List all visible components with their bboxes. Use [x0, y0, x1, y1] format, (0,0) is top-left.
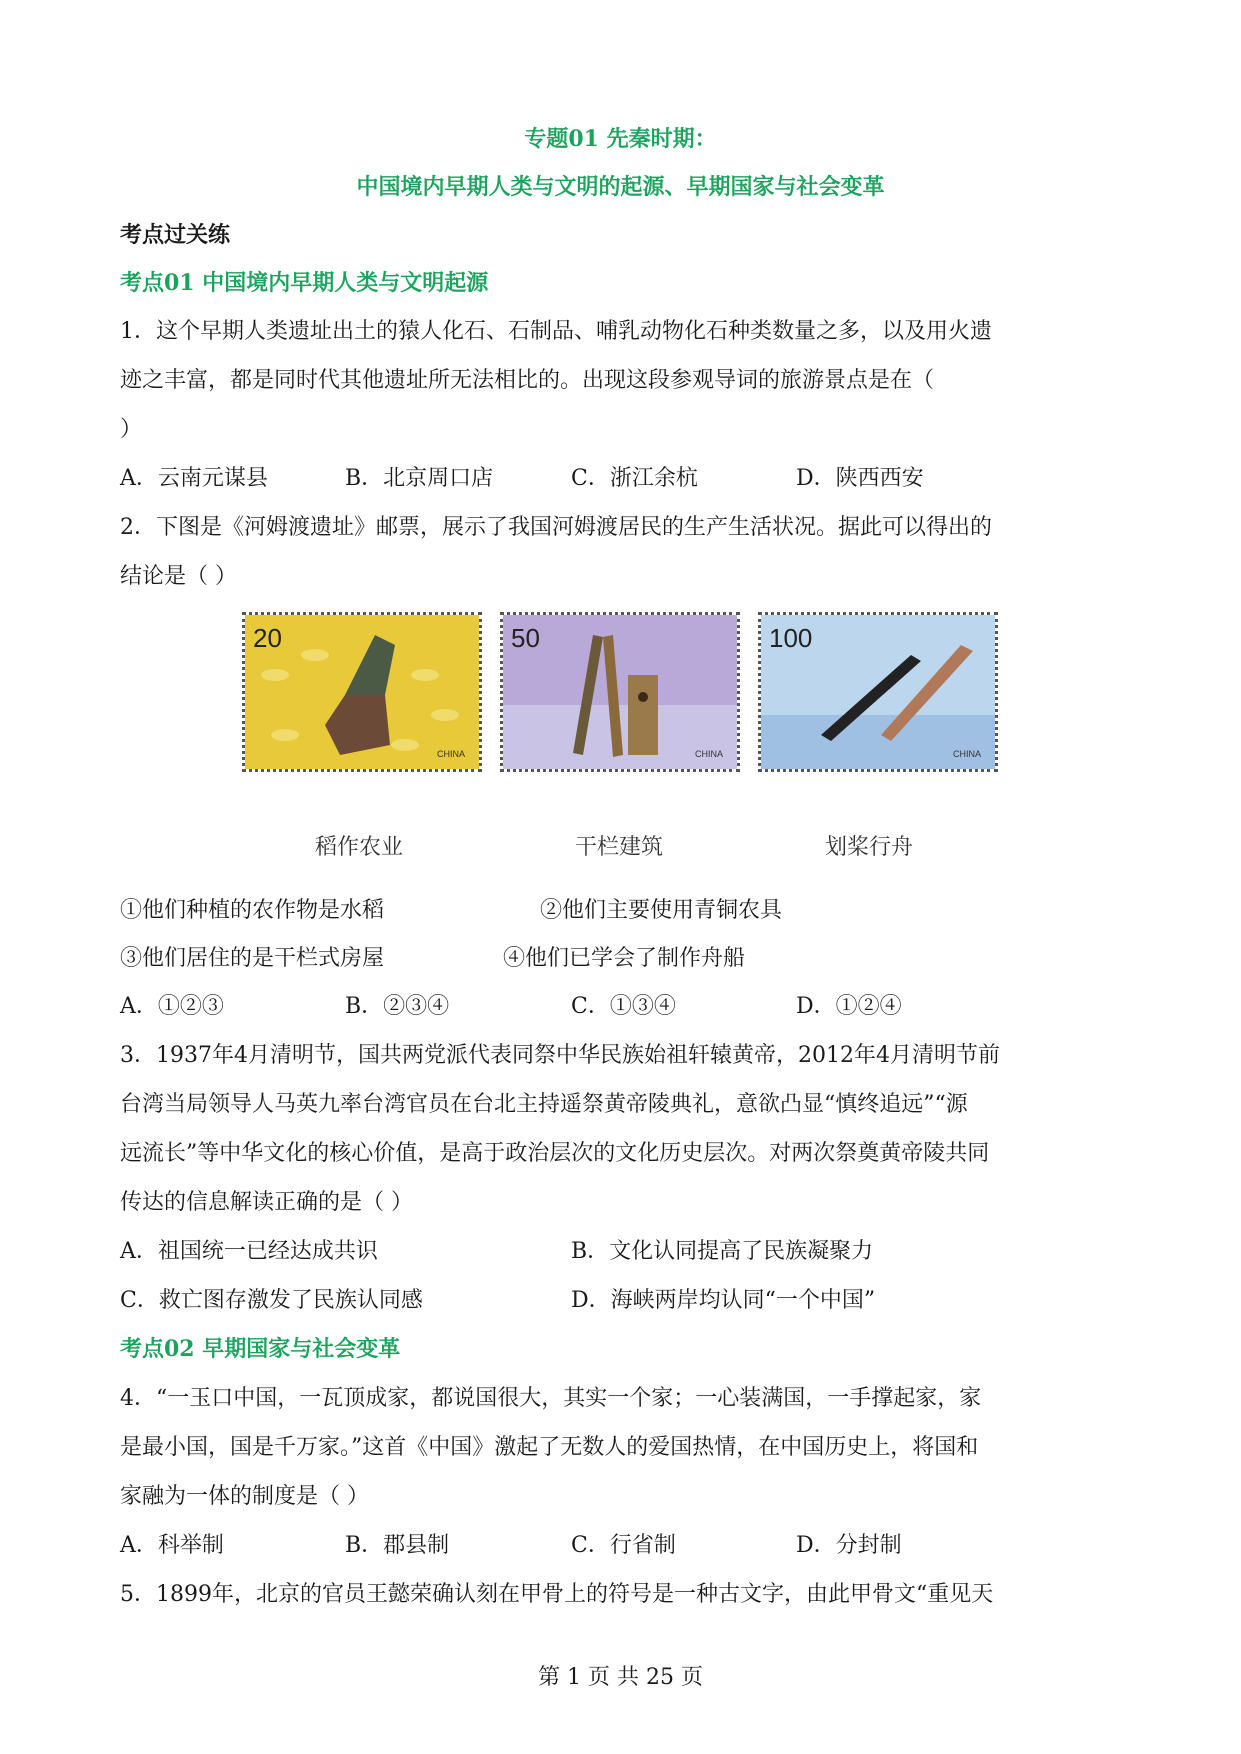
page-title-line1: 专题01 先秦时期：: [524, 126, 717, 152]
q2-statement-4: ④他们已学会了制作舟船: [503, 946, 746, 971]
q4-line1: 4．“一玉口中国，一瓦顶成家，都说国很大，其实一个家；一心装满国，一手撑起家，家: [120, 1386, 982, 1411]
stamp-china-mark: CHINA: [952, 749, 981, 759]
q4-line2: 是最小国，国是千万家。”这首《中国》激起了无数人的爱国热情，在中国历史上，将国和: [120, 1435, 979, 1460]
q4-line3: 家融为一体的制度是（ ）: [120, 1484, 369, 1509]
stamp-china-mark: CHINA: [436, 749, 465, 759]
q2-statement-1: ①他们种植的农作物是水稻: [120, 898, 385, 923]
stamp-stilt-house: [500, 612, 740, 772]
caption-stilt-house: 干栏建筑: [575, 835, 664, 860]
q3-line2: 台湾当局领导人马英九率台湾官员在台北主持遥祭黄帝陵典礼，意欲凸显“慎终追远”“源: [120, 1092, 968, 1117]
caption-paddle-boat: 划桨行舟: [825, 835, 914, 860]
q3-line4: 传达的信息解读正确的是（ ）: [120, 1190, 413, 1215]
q1-line1: 1．这个早期人类遗址出土的猿人化石、石制品、哺乳动物化石种类数量之多，以及用火遗: [120, 319, 993, 344]
q2-statement-3: ③他们居住的是干栏式房屋: [120, 946, 385, 971]
page-footer: 第 1 页 共 25 页: [538, 1665, 703, 1690]
q1-line2: 迹之丰富，都是同时代其他遗址所无法相比的。出现这段参观导词的旅游景点是在（: [120, 368, 935, 393]
q2-option-c: C．①③④: [571, 994, 676, 1019]
q4-option-b: B．郡县制: [345, 1533, 450, 1558]
q1-option-c: C．浙江余杭: [571, 466, 698, 491]
q5-line1: 5．1899年，北京的官员王懿荣确认刻在甲骨上的符号是一种古文字，由此甲骨文“重见天: [120, 1582, 994, 1607]
q4-option-c: C．行省制: [571, 1533, 676, 1558]
q3-line1: 3．1937年4月清明节，国共两党派代表同祭中华民族始祖轩辕黄帝，2012年4月清明节前: [120, 1043, 1000, 1068]
q1-option-b: B．北京周口店: [345, 466, 494, 491]
q1-option-d: D．陕西西安: [796, 466, 924, 491]
q1-option-a: A．云南元谋县: [120, 466, 268, 491]
q3-option-b: B．文化认同提高了民族凝聚力: [571, 1239, 874, 1264]
topic2-heading: 考点02 早期国家与社会变革: [120, 1336, 401, 1362]
q3-option-d: D．海峡两岸均认同“一个中国”: [571, 1288, 876, 1313]
q2-line1: 2．下图是《河姆渡遗址》邮票，展示了我国河姆渡居民的生产生活状况。据此可以得出的: [120, 515, 993, 540]
q2-option-a: A．①②③: [120, 994, 224, 1019]
page-title-line2: 中国境内早期人类与文明的起源、早期国家与社会变革: [356, 174, 885, 200]
stamp-china-mark: CHINA: [694, 749, 723, 759]
q4-option-d: D．分封制: [796, 1533, 902, 1558]
q3-option-a: A．祖国统一已经达成共识: [120, 1239, 378, 1264]
stamp-value-100: 100: [769, 623, 813, 653]
q3-line3: 远流长”等中华文化的核心价值，是高于政治层次的文化历史层次。对两次祭奠黄帝陵共同: [120, 1141, 990, 1166]
q2-option-b: B．②③④: [345, 994, 450, 1019]
stamp-value-20: 20: [253, 623, 282, 653]
q2-option-d: D．①②④: [796, 994, 902, 1019]
topic1-heading: 考点01 中国境内早期人类与文明起源: [120, 270, 489, 296]
q1-line3: ）: [120, 417, 143, 442]
section-heading: 考点过关练: [120, 222, 231, 248]
stamp-rice-farming: [242, 612, 482, 772]
stamp-paddle-boat: [758, 612, 998, 772]
caption-rice-farming: 稻作农业: [315, 835, 404, 860]
q2-statement-2: ②他们主要使用青铜农具: [540, 898, 783, 923]
q3-option-c: C．救亡图存激发了民族认同感: [120, 1288, 423, 1313]
stamp-value-50: 50: [511, 623, 540, 653]
q2-line2: 结论是（ ）: [120, 564, 237, 589]
q4-option-a: A．科举制: [120, 1533, 224, 1558]
